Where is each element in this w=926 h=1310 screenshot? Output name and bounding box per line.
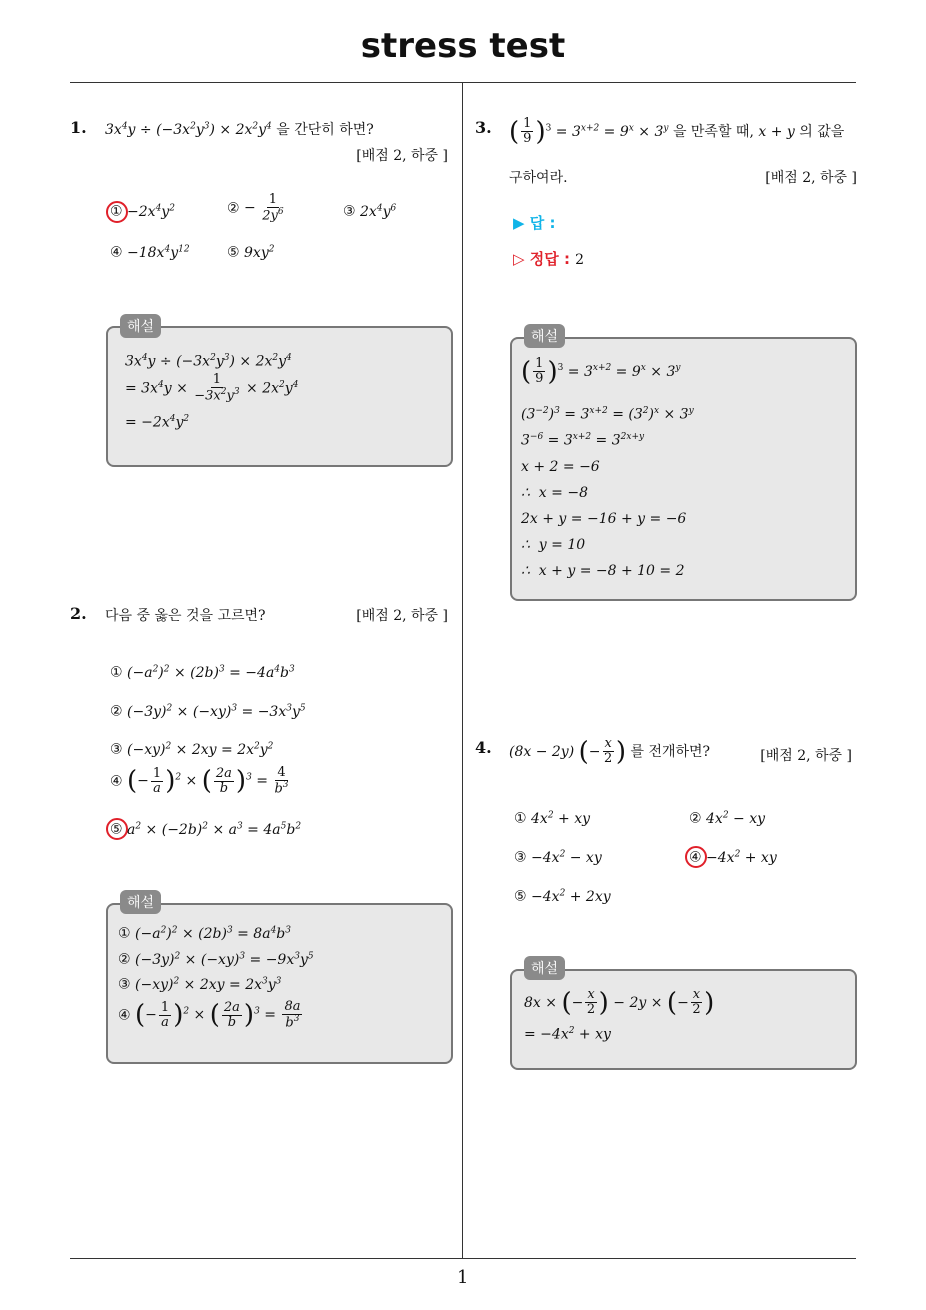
q1-option-5[interactable]: ⑤ $9xy^2$ [227,244,275,261]
q3-sol-line-5: ∴ x = −8 [521,485,588,501]
q1-sol-line-3: = $-2x^4y^2$ [125,414,190,431]
q2-text: 다음 중 옳은 것을 고르면? [105,608,266,624]
q1-option-2[interactable]: ② − $\frac{1}{2y^6}$ [227,192,284,224]
q3-correct-label: ▷ 정답 : [513,250,570,268]
q4-sol-line-1: 8x × (− $\frac{x}{2}$ ) − 2y × (− $\frac{x}{2}$ ) [524,987,715,1018]
column-divider [462,83,463,1258]
q1-option-1[interactable]: ① $-2x^4y^2$ [110,203,175,220]
q3-solution-tag: 해설 [524,324,565,348]
q4-solution-box [510,969,857,1070]
q4-sol-line-2: = $-4x^2$ + xy [524,1026,611,1043]
q2-sol-line-1: ① $(-a^2)^2 \times (2b)^3 = 8a^4b^3$ [118,925,291,942]
q3-sol-line-4: x + 2 = −6 [521,459,600,475]
footer-rule [70,1258,856,1259]
q3-correct-answer [513,248,584,269]
q2-number: 2. [70,604,87,623]
q2-option-5[interactable]: ⑤ $a^2 \times (-2b)^2 \times a^3 = 4a^5b^2$ [110,821,302,838]
q4-text: (8x − 2y) (− $\frac{x}{2}$ ) 를 전개하면? [509,736,711,767]
q4-option-1[interactable]: ① $4x^2$ + xy [514,810,590,827]
q3-meta: [배점 2, 하중 ] [765,170,857,186]
q4-option-2[interactable]: ② $4x^2$ − xy [689,810,765,827]
q3-correct-value: 2 [575,252,584,268]
q3-text-suffix: 을 만족할 때, [672,123,754,140]
q1-option-3[interactable]: ③ $2x^4y^6$ [343,203,397,220]
header-rule [70,82,856,83]
q4-option-3[interactable]: ③ $-4x^2$ − xy [514,849,602,866]
q3-sol-line-2: $(3^{-2})^3 = 3^{x+2} = (3^2)^x \times 3^y$ [521,406,694,423]
q3-text-suffix2: 의 값을 [799,123,845,140]
q1-sol-line-1: $3x^4y \div (-3x^2y^3) \times 2x^2y^4$ [125,353,292,370]
q1-solution-tag: 해설 [120,314,161,338]
q2-sol-line-3: ③ $(-xy)^2 \times 2xy = 2x^3y^3$ [118,976,282,993]
q4-solution-tag: 해설 [524,956,565,980]
q2-meta: [배점 2, 하중 ] [356,608,448,624]
q2-option-1[interactable]: ① $(-a^2)^2 \times (2b)^3 = -4a^4b^3$ [110,664,295,681]
q1-text: $3x^4y \div (-3x^2y^3) \times 2x^2y^4$ 을 간단히 하면? [105,121,374,138]
q2-solution-tag: 해설 [120,890,161,914]
q2-sol-line-2: ② $(-3y)^2 \times (-xy)^3 = -9x^3y^5$ [118,951,314,968]
q1-meta: [배점 2, 하중 ] [356,148,448,164]
q4-meta: [배점 2, 하중 ] [760,748,852,764]
q2-option-4[interactable]: ④ (− $\frac{1}{a}$ )$^2$ × ( $\frac{2a}{b}$ )$^3$ = $\frac{4}{b^3}$ [110,765,289,797]
q1-sol-line-2: = $3x^4y$ × $\frac{1}{-3x^2y^3}$ × $2x^2y^4$ [125,372,299,404]
q3-sol-line-7: ∴ y = 10 [521,537,586,553]
q3-sol-line-1: ( $\frac{1}{9}$ )$^3 = 3^{x+2} = 9^x \times 3^y$ [521,356,681,387]
page-title: stress test [360,26,566,66]
q3-sol-line-6: 2x + y = −16 + y = −6 [521,511,687,527]
q1-text-suffix: 을 간단히 하면? [276,122,374,138]
q4-text-suffix: 를 전개하면? [630,743,711,760]
page-number: 1 [457,1267,469,1288]
q3-sol-line-3: $3^{-6} = 3^{x+2} = 3^{2x+y}$ [521,432,645,449]
q2-option-3[interactable]: ③ $(-xy)^2 \times 2xy = 2x^2y^2$ [110,741,274,758]
q3-sol-line-8: ∴ x + y = −8 + 10 = 2 [521,563,685,579]
q3-text-line2: 구하여라. [509,170,568,186]
q2-option-2[interactable]: ② $(-3y)^2 \times (-xy)^3 = -3x^3y^5$ [110,703,306,720]
q4-number: 4. [475,738,492,757]
q3-answer-label: ▶ 답 : [513,214,556,232]
q4-option-5[interactable]: ⑤ $-4x^2 + 2xy$ [514,888,611,905]
q1-number: 1. [70,118,87,137]
q3-number: 3. [475,118,492,137]
q2-sol-line-4: ④ (− $\frac{1}{a}$ )$^2$ × ( $\frac{2a}{b}$ )$^3$ = $\frac{8a}{b^3}$ [118,999,301,1031]
q3-text: ( $\frac{1}{9}$ )$^3 = 3^{x+2} = 9^x \times 3^y$ 을 만족할 때, x + y 의 값을 [509,116,845,147]
q1-option-4[interactable]: ④ $-18x^4y^{12}$ [110,244,190,261]
q4-option-4[interactable]: ④ $-4x^2$ + xy [689,849,777,866]
